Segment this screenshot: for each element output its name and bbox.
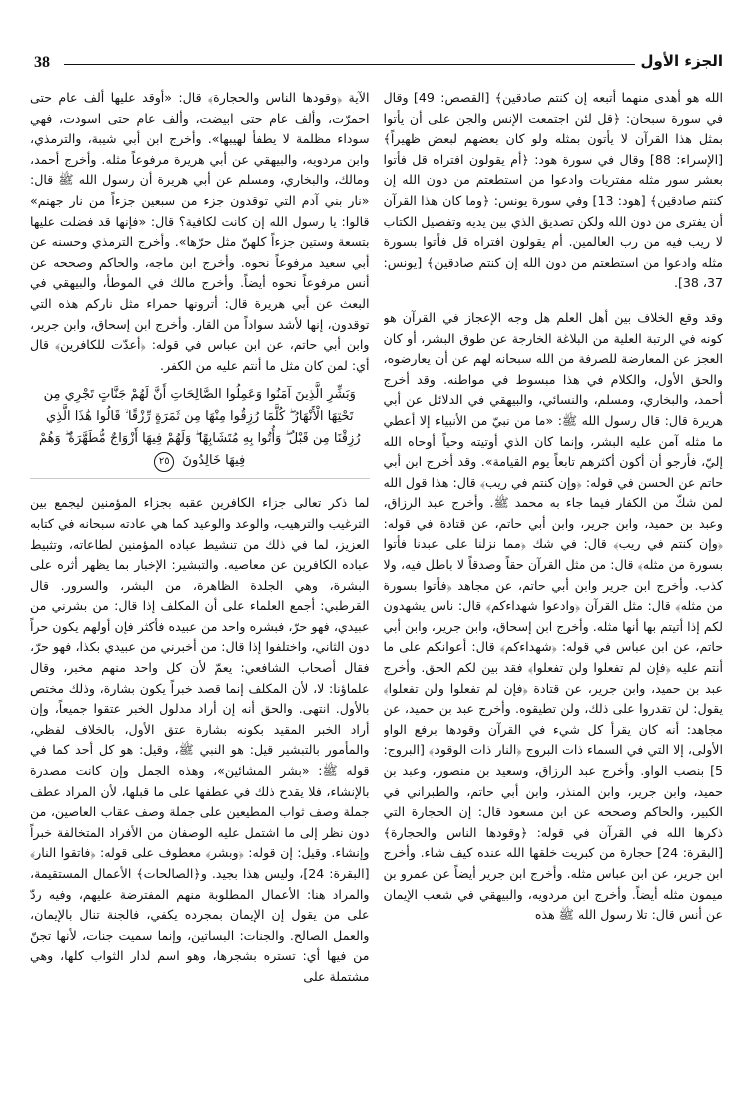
running-title: الجزء الأول	[640, 52, 723, 70]
right-column	[384, 88, 724, 1102]
right-column-paragraph-2: وقد وقع الخلاف بين أهل العلم هل وجه الإعجاز في القرآن هو كونه في الرتبة العلية من البلاغة الخارجة عن طوق البشر، أو كان العجز عن المعارضة للصرفة من الله سبحانه لهم عن أن يعارضوه، والحق الأول، والكلام في هذا مبسوط في مواطنه. وقد أخرج أحمد، والبخاري، ومسلم، والنسائي، والبيهقي في الدلائل عن أبي هريرة قال: قال رسول الله ﷺ: «ما من نبيّ من الأنبياء إلا أعطي ما مثله آمن عليه البشر، وإنما كان الذي أوتيته وحياً أوحاه الله إليّ، فأرجو أن أكون أكثرهم تابعاً يوم القيامة». وقد أخرج ابن أبي حاتم عن الحسن في قوله: ﴿وإن كنتم في ريب﴾ قال: هذا قول الله لمن شكّ من الكفار فيما جاء به محمد ﷺ. وأخرج عبد الرزاق، وعبد بن حميد، وابن جرير، وابن أبي حاتم، عن قتادة في قوله: ﴿وإن كنتم في ريب﴾ قال: في شك ﴿مما نزلنا على عبدنا فأتوا بسورة من مثله﴾ قال: من مثل القرآن حقاً وصدقاً لا باطل فيه، ولا كذب. وأخرج ابن جرير وابن أبي حاتم، عن مجاهد ﴿فأتوا بسورة من مثله﴾ قال: مثل القرآن ﴿وادعوا شهداءكم﴾ قال: ناس يشهدون لكم إذا أتيتم بها أنها مثله. وأخرج ابن إسحاق، وابن جرير، وابن أبي حاتم، عن ابن عباس في قوله: ﴿شهداءكم﴾ قال: أعوانكم على ما أنتم عليه ﴿فإن لم تفعلوا ولن تفعلوا﴾ فقد بين لكم الحق. وأخرج عبد بن حميد، وابن جرير، عن قتادة ﴿فإن لم تفعلوا ولن تفعلوا﴾ يقول: لن تقدروا على ذلك، ولن تطيقوه. وأخرج عبد بن حميد، عن مجاهد: أنه كان يقرأ كل شيء في القرآن وقودها برفع الواو الأولى، إلا التي في السماء ذات البروج ﴿النار ذات الوقود﴾ [البروج: 5] بنصب الواو. وأخرج عبد الرزاق، وسعيد بن منصور، وعبد بن حميد، وابن جرير، وابن المنذر، وابن أبي حاتم، والطبراني في الكبير، والحاكم وصححه عن ابن مسعود قال: إن الحجارة التي ذكرها الله في القرآن في قوله: ﴿وقودها الناس والحجارة﴾ [البقرة: 24] حجارة من كبريت خلقها الله عنده كيف شاء. وأخرج ابن جرير، عن ابن عباس مثله. وأخرج ابن جرير أيضاً عن عمرو بن ميمون مثله أيضاً. وأخرج ابن مردويه، والبيهقي في شعب الإيمان عن أنس قال: تلا رسول الله ﷺ هذه	[383, 309, 723, 923]
verse-number-marker: ٢٥	[154, 452, 174, 472]
left-column	[30, 88, 370, 1102]
left-column-paragraph-1: الآية ﴿وقودها الناس والحجارة﴾ قال: «أوقد عليها ألف عام حتى احمرّت، وألف عام حتى ابيضت، وألف عام حتى اسودت، فهي سوداء مظلمة لا يطفأ لهيبها». وأخرج ابن أبي شيبة، والترمذي، وابن مردويه، والبيهقي عن أبي هريرة مرفوعاً مثله. وأخرج أحمد، ومالك، والبخاري، ومسلم عن أبي هريرة أن رسول الله ﷺ قال: «نار بني آدم التي توقدون جزء من سبعين جزءاً من نار جهنم» قالوا: يا رسول الله إن كانت لكافية؟ قال: «فإنها قد فضلت عليها بتسعة وستين جزءاً كلهنّ مثل حرّها». وأخرج الترمذي وحسنه عن أبي سعيد مرفوعاً نحوه. وأخرج ابن ماجه، والحاكم وصححه عن أنس مرفوعاً نحوه أيضاً. وأخرج مالك في الموطأ، والبيهقي في البعث عن أبي هريرة قال: أترونها حمراء مثل ناركم هذه التي توقدون، إنها لأشد سواداً من القار. وأخرج ابن إسحاق، وابن جرير، وابن أبي حاتم، عن ابن عباس في قوله: ﴿أعدّت للكافرين﴾ قال أي: لمن كان مثل ما أنتم عليه من الكفر.	[30, 90, 370, 373]
right-column-paragraph-1: الله هو أهدى منهما أتبعه إن كنتم صادقين﴾ [القصص: 49] وقال في سورة سبحان: ﴿قل لئن اجتمعت الإنس والجن على أن يأتوا بمثل هذا القرآن لا يأتون بمثله ولو كان بعضهم لبعض ظهيراً﴾ [الإسراء: 88] وقال في سورة هود: ﴿أم يقولون افتراه قل فأتوا بعشر سور مثله مفتريات وادعوا من استطعتم من دون الله إن كنتم صادقين﴾ [هود: 13] وفي سورة يونس: ﴿وما كان هذا القرآن أن يفترى من دون الله ولكن تصديق الذي بين يديه وتفصيل الكتاب لا ريب فيه من رب العالمين. أم يقولون افتراه قل فأتوا بسورة مثله وادعوا من استطعتم من دون الله إن كنتم صادقين﴾ [يونس: 37، 38].	[383, 90, 723, 291]
header-rule	[64, 64, 635, 65]
page-number: 38	[34, 54, 50, 71]
quran-verse-text: وَبَشِّرِ الَّذِينَ آمَنُوا وَعَمِلُوا الصَّالِحَاتِ أَنَّ لَهُمْ جَنَّاتٍ تَجْرِي مِن تَحْتِهَا الْأَنْهَارُ ۖ كُلَّمَا رُزِقُوا مِنْهَا مِن ثَمَرَةٍ رِّزْقًا ۙ قَالُوا هَٰذَا الَّذِي رُزِقْنَا مِن قَبْلُ ۖ وَأُتُوا بِهِ مُتَشَابِهًا ۖ وَلَهُمْ فِيهَا أَزْوَاجٌ مُّطَهَّرَةٌ ۖ وَهُمْ فِيهَا خَالِدُونَ	[38, 387, 361, 469]
page-body	[30, 88, 723, 1102]
page-header	[34, 52, 723, 78]
quran-verse-block	[30, 380, 370, 479]
left-column-paragraph-2: لما ذكر تعالى جزاء الكافرين عقبه بجزاء المؤمنين ليجمع بين الترغيب والترهيب، والوعد والوعيد كما هي عادته سبحانه في كتابه العزيز، لما في ذلك من تنشيط عباده المؤمنين لطاعاته، وتثبيط عباده الكافرين عن معاصيه. والتبشير: الإخبار بما يظهر أثره على البشرة، وهي الجلدة الظاهرة، من البشر، والسرور. قال القرطبي: أجمع العلماء على أن المكلف إذا قال: من بشرني من عبيدي، فهو حرّ، فبشره واحد من عبيده فأكثر فإن أولهم يكون حراً دون الثاني، واختلفوا إذا قال: من أخبرني من عبيدي بكذا، فهو حرّ، فقال أصحاب الشافعي: يعمّ لأن كل واحد منهم مخبر، وقال علماؤنا: لا، لأن المكلف إنما قصد خبراً يكون بشارة، وذلك مختص بالأول. انتهى. والحق أنه إن أراد مدلول الخبر عتقوا جميعاً، وإن أراد الخبر المقيد بكونه بشارة عتق الأول، بالخلاف لفظي، والمأمور بالتبشير قيل: هو النبي ﷺ، وقيل: هو كل أحد كما في قوله ﷺ: «بشر المشائين»، وهذه الجمل وإن كانت مصدرة بالإنشاء، فلا يقدح ذلك في عطفها على ما قبلها، لأن المراد عطف جملة وصف ثواب المطيعين على جملة وصف عقاب العاصين، من دون نظر إلى ما اشتمل عليه الوصفان من الأفراد المتخالفة خبراً وإنشاء. وقيل: إن قوله: ﴿وبشر﴾ معطوف على قوله: ﴿فاتقوا النار﴾ [البقرة: 24]، وليس هذا بجيد. و﴿الصالحات﴾ الأعمال المستقيمة، والمراد هنا: الأعمال المطلوبة منهم المفترضة عليهم، وفيه ردّ على من يقول إن الإيمان بمجرده يكفي، فالجنة تنال بالإيمان، والعمل الصالح. والجنات: البساتين، وإنما سميت جنات، لأنها تجنّ من فيها أي: تستره بشجرها، وهو اسم لدار الثواب كلها، وهي مشتملة على	[30, 495, 370, 984]
